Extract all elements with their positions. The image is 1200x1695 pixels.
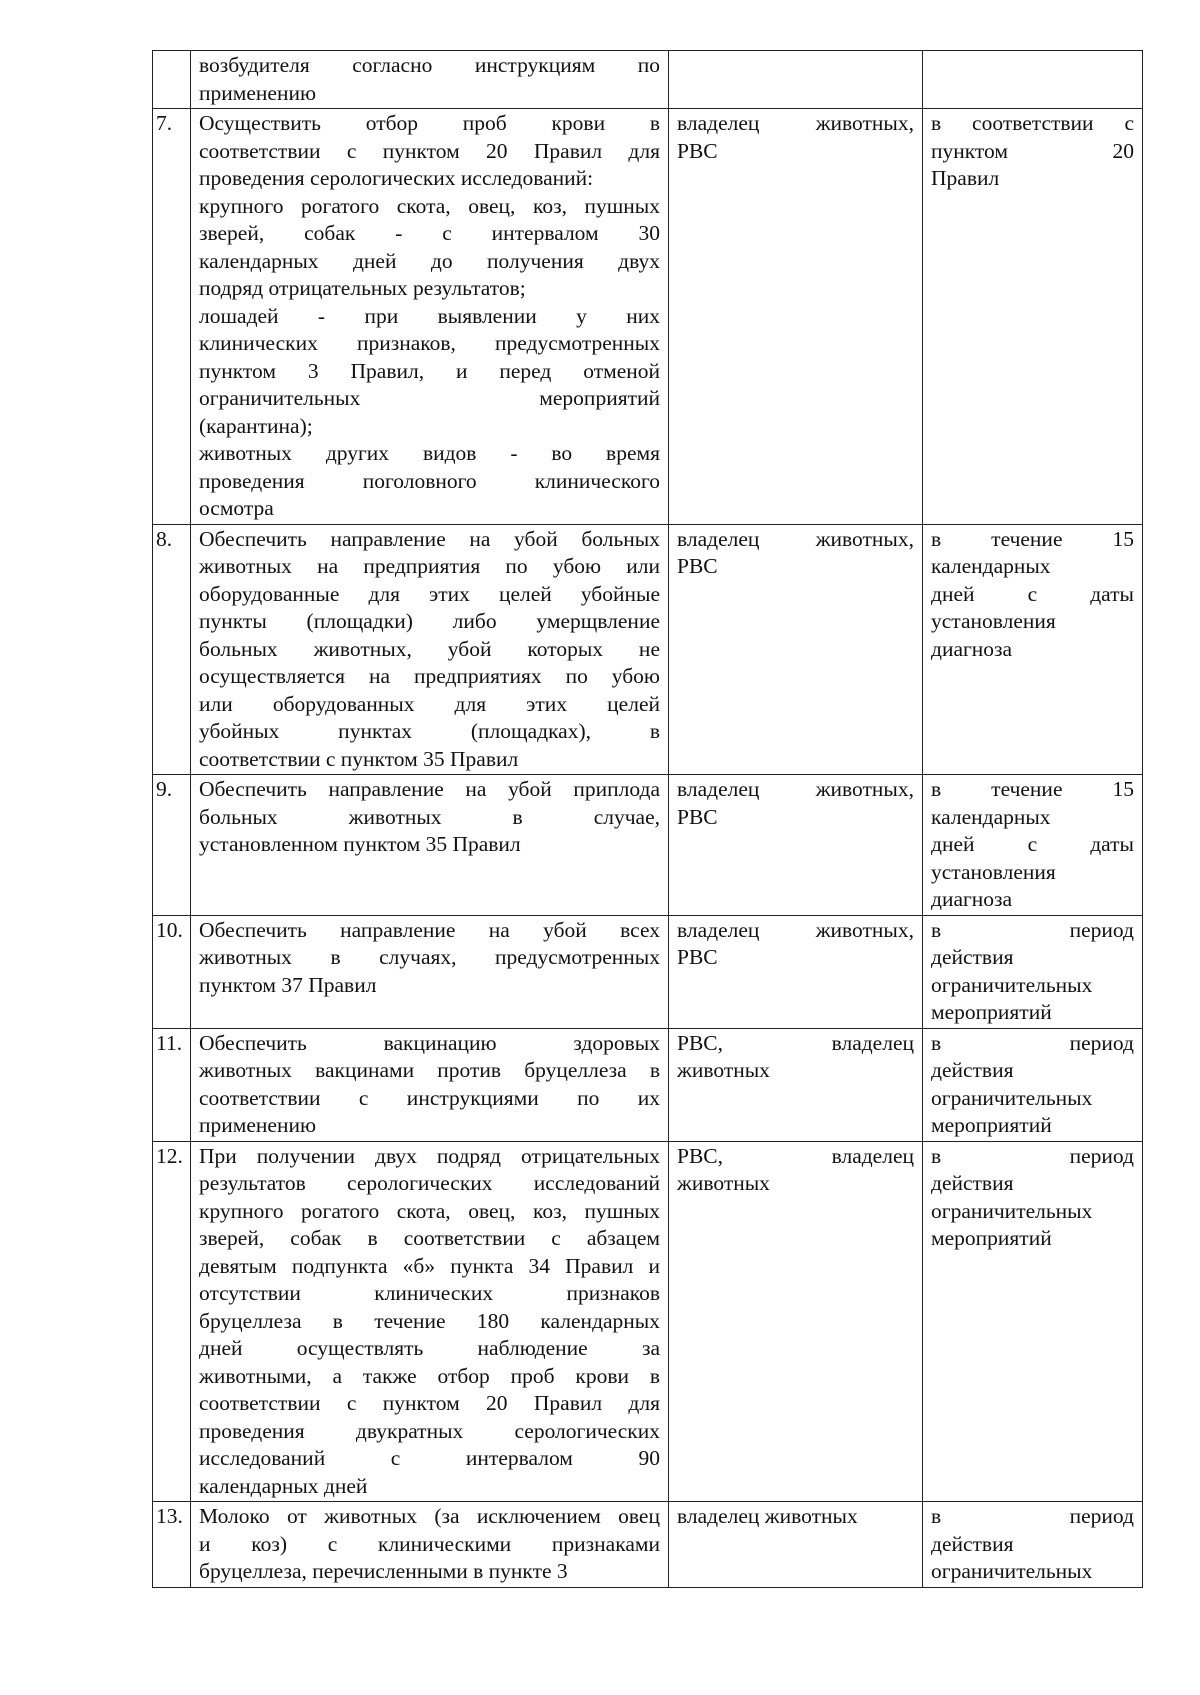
responsible-line: владелец животных — [677, 1504, 858, 1528]
measure-line: Обеспечить направление на убой больных — [199, 526, 660, 551]
term-cell — [923, 1502, 1143, 1588]
responsible-line: РВС — [677, 138, 718, 163]
measure-line: зверей, собак - с интервалом 30 — [199, 221, 660, 245]
measure-line: календарных дней — [199, 1473, 368, 1498]
responsible-line: владелец животных, — [677, 777, 914, 801]
measure-cell — [191, 915, 669, 1028]
responsible-line: владелец животных, — [677, 917, 914, 942]
table-row — [153, 915, 1143, 1028]
term-line: календарных — [931, 554, 1051, 578]
term-cell — [923, 1028, 1143, 1141]
term-line: ограничительных — [931, 1085, 1093, 1110]
term-line: в соответствии с — [931, 111, 1134, 135]
term-cell — [923, 1141, 1143, 1502]
measure-line: животных других видов - во время — [199, 441, 660, 465]
measure-line: осмотра — [199, 496, 274, 520]
measure-line: (карантина); — [199, 413, 313, 438]
measure-cell — [191, 1028, 669, 1141]
measure-line: Обеспечить направление на убой всех — [199, 917, 660, 942]
responsible-cell — [669, 51, 923, 109]
term-line: дней с даты — [931, 832, 1134, 856]
measure-line: животных на предприятия по убою или — [199, 554, 660, 578]
table-row — [153, 1141, 1143, 1502]
responsible-cell — [669, 915, 923, 1028]
measure-cell — [191, 1502, 669, 1588]
measure-line: применению — [199, 1113, 317, 1137]
measure-line: бруцеллеза в течение 180 календарных — [199, 1308, 660, 1333]
term-cell — [923, 51, 1143, 109]
measure-line: результатов серологических исследований — [199, 1171, 660, 1195]
measure-line: пунктом 37 Правил — [199, 972, 377, 997]
measure-line: Обеспечить направление на убой приплода — [199, 777, 660, 801]
term-line: дней с даты — [931, 581, 1134, 606]
measure-line: исследований с интервалом 90 — [199, 1446, 660, 1470]
row-number — [153, 51, 191, 109]
responsible-line: владелец животных, — [677, 526, 914, 551]
term-line: ограничительных — [931, 972, 1093, 997]
term-line: ограничительных — [931, 1198, 1093, 1223]
measure-line: Молоко от животных (за исключением овец — [199, 1504, 660, 1528]
measure-line: девятым подпункта «б» пункта 34 Правил и — [199, 1253, 660, 1278]
measure-line: Осуществить отбор проб крови в — [199, 111, 660, 135]
measure-cell — [191, 1141, 669, 1502]
responsible-cell — [669, 775, 923, 916]
measure-line: календарных дней до получения двух — [199, 248, 660, 273]
measure-line: установленном пунктом 35 Правил — [199, 832, 521, 856]
term-line: календарных — [931, 804, 1051, 829]
measure-line: пунктом 3 Правил, и перед отменой — [199, 358, 660, 383]
measure-line: крупного рогатого скота, овец, коз, пушных — [199, 1198, 660, 1223]
measure-line: животных в случаях, предусмотренных — [199, 945, 660, 969]
measure-line: При получении двух подряд отрицательных — [199, 1143, 660, 1168]
row-number: 11. — [153, 1028, 191, 1141]
term-line: в период — [931, 917, 1134, 942]
table-row — [153, 109, 1143, 525]
table-row — [153, 1502, 1143, 1588]
row-number: 12. — [153, 1141, 191, 1502]
term-line: диагноза — [931, 636, 1013, 661]
term-line: установления — [931, 859, 1056, 884]
term-cell — [923, 775, 1143, 916]
measure-line: осуществляется на предприятиях по убою — [199, 664, 660, 688]
measure-line: подряд отрицательных результатов; — [199, 276, 526, 300]
responsible-line: РВС, владелец — [677, 1030, 914, 1055]
term-line: мероприятий — [931, 1113, 1052, 1137]
term-line: в течение 15 — [931, 777, 1134, 801]
row-number: 10. — [153, 915, 191, 1028]
measure-line: бруцеллеза, перечисленными в пункте 3 — [199, 1559, 568, 1583]
term-line: мероприятий — [931, 1000, 1052, 1024]
measure-line: соответствии с инструкциями по их — [199, 1085, 660, 1110]
table-row — [153, 775, 1143, 916]
measure-cell — [191, 109, 669, 525]
measure-line: проведения двукратных серологических — [199, 1418, 660, 1443]
measure-cell — [191, 51, 669, 109]
measure-line: и коз) с клиническими признаками — [199, 1531, 660, 1556]
responsible-line: РВС, владелец — [677, 1143, 914, 1168]
term-line: ограничительных — [931, 1559, 1093, 1583]
measure-line: Обеспечить вакцинацию здоровых — [199, 1030, 660, 1055]
table-row — [153, 1028, 1143, 1141]
row-number: 8. — [153, 524, 191, 775]
measure-line: животных вакцинами против бруцеллеза в — [199, 1058, 660, 1082]
measure-line: пункты (площадки) либо умерщвление — [199, 609, 660, 633]
term-cell — [923, 109, 1143, 525]
term-line: в период — [931, 1030, 1134, 1055]
measure-line: применению — [199, 80, 317, 105]
responsible-line: животных — [677, 1171, 770, 1195]
measure-line: клинических признаков, предусмотренных — [199, 331, 660, 355]
term-line: пунктом 20 — [931, 138, 1134, 163]
term-line: действия — [931, 1171, 1014, 1195]
responsible-cell — [669, 1028, 923, 1141]
table-row — [153, 51, 1143, 109]
term-line: мероприятий — [931, 1226, 1052, 1250]
row-number: 7. — [153, 109, 191, 525]
measure-cell — [191, 524, 669, 775]
measure-line: животными, а также отбор проб крови в — [199, 1363, 660, 1388]
measure-line: соответствии с пунктом 20 Правил для — [199, 1391, 660, 1415]
responsible-cell — [669, 1141, 923, 1502]
term-line: действия — [931, 1531, 1014, 1556]
term-line: в течение 15 — [931, 526, 1134, 551]
measure-line: зверей, собак в соответствии с абзацем — [199, 1226, 660, 1250]
responsible-cell — [669, 524, 923, 775]
term-cell — [923, 915, 1143, 1028]
measure-line: лошадей - при выявлении у них — [199, 303, 660, 328]
term-line: действия — [931, 945, 1014, 969]
measure-line: крупного рогатого скота, овец, коз, пушных — [199, 193, 660, 218]
measure-line: или оборудованных для этих целей — [199, 691, 660, 716]
term-line: в период — [931, 1504, 1134, 1528]
responsible-line: РВС — [677, 945, 718, 969]
term-line: установления — [931, 609, 1056, 633]
measure-line: соответствии с пунктом 20 Правил для — [199, 138, 660, 163]
responsible-line: животных — [677, 1058, 770, 1082]
measure-line: возбудителя согласно инструкциям по — [199, 53, 660, 77]
measure-line: оборудованные для этих целей убойные — [199, 581, 660, 606]
table-row — [153, 524, 1143, 775]
responsible-cell — [669, 1502, 923, 1588]
term-line: действия — [931, 1058, 1014, 1082]
term-line: Правил — [931, 166, 1000, 190]
measure-line: убойных пунктах (площадках), в — [199, 719, 660, 743]
term-line: диагноза — [931, 887, 1013, 911]
term-line: в период — [931, 1143, 1134, 1168]
responsible-line: владелец животных, — [677, 111, 914, 135]
row-number: 13. — [153, 1502, 191, 1588]
measures-table — [152, 50, 1143, 1588]
measure-line: соответствии с пунктом 35 Правил — [199, 746, 519, 771]
measure-line: отсутствии клинических признаков — [199, 1281, 660, 1305]
row-number: 9. — [153, 775, 191, 916]
measure-line: больных животных в случае, — [199, 804, 660, 829]
term-cell — [923, 524, 1143, 775]
measure-cell — [191, 775, 669, 916]
measure-line: проведения поголовного клинического — [199, 468, 660, 493]
measure-line: ограничительных мероприятий — [199, 386, 660, 410]
responsible-line: РВС — [677, 804, 718, 829]
responsible-line: РВС — [677, 554, 718, 578]
measure-line: проведения серологических исследований: — [199, 166, 594, 190]
responsible-cell — [669, 109, 923, 525]
measure-line: дней осуществлять наблюдение за — [199, 1336, 660, 1360]
measure-line: больных животных, убой которых не — [199, 636, 660, 661]
